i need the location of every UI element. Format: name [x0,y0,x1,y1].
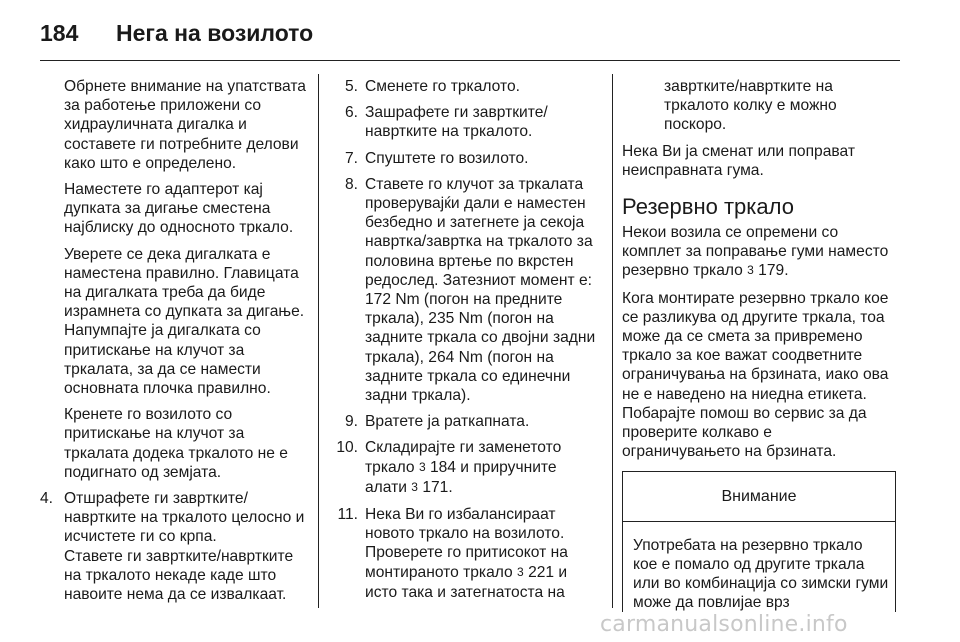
continued-text: завртките/навртките на тркалото колку е можно поскоро. [664,78,837,134]
step-number: 6. [344,104,358,122]
step-number: 5. [344,78,358,95]
step-subtext: Проверете го притисокот на монтираното тркало 3 221 и исто така и затегнатоста на [365,544,568,601]
step-text: Сменете го тркалото. [365,78,520,95]
step-number: 7. [344,149,358,167]
step-text: Ставете го клучот за тркалата проверувајќи дали е наместен безбедно и затегнете ја секоја навртка/завртка на тркалото за половина вртење по вкрстен редослед. Затезниот момент е: 172 Nm (погон на предните тркала), 235 Nm (погон на задните тркала со двојни задни тркала), 264 Nm (погон на задните тркала со единечни задни тркала). [365,175,596,405]
step-11 [331,505,601,602]
step-6 [331,103,601,141]
section-title: Резервно тркало [622,194,794,220]
warning-text: Употребата на резервно тркало кое е помало од другите тркала или во комбинација со зимски гуми може да повлијае врз [633,536,889,612]
step-10 [331,438,601,498]
page-ref-text: 184 и приручните алати [365,458,557,496]
paragraph: Наместете го адаптерот кај дупката за дигање сместена најблиску до односното тркало. [64,181,294,237]
paragraph: Кога монтирате резервно тркало кое се разликува од другите тркала, тоа може да се смета за привремено тркало за кое важат соодветните ограничувања на брзината, иако ова не е наведено на ниедна етикета. Побарајте помош во сервис за да проверите колкаво е ограничувањето на брзината. [622,289,889,461]
paragraph: Уверете се дека дигалката е наместена правилно. Главицата на дигалката треба да биде израмнета со дупката за дигање. Напумпајте ја дигалката со притискање на клучот за тркалата, за да се намести основната плочка правилно. [64,245,305,398]
paragraph: Кренете го возилото со притискање на клучот за тркалата додека тркалото не е подигнато од земјата. [64,406,288,481]
step-subtext: Ставете ги завртките/навртките на тркалото некаде каде што навоите нема да се извалкаат. [64,547,294,604]
paragraph: Нека Ви ја сменат или поправат неисправната гума. [622,142,855,179]
paragraph: Некои возила се опремени со комплет за поправање гуми наместо резервно тркало 3 179. [622,224,889,280]
step-8 [331,175,601,405]
column-2 [331,77,601,609]
step-text: Вратете ја раткапната. [365,413,530,431]
step-5 [331,77,601,96]
page-title: Нега на возилото [116,20,314,46]
page-ref-text: 179. [753,262,789,280]
step-text: Складирајте ги заменетото тркало [365,439,562,476]
step-number: 11. [337,506,358,524]
column-divider-2 [612,74,613,608]
step-number: 8. [344,175,358,193]
page-ref-arrow-icon[interactable]: 3 [517,564,524,579]
step-text: Спуштете го возилото. [365,149,529,167]
column-1 [40,77,308,611]
warning-box [622,471,896,612]
page-ref-text: 171. [417,478,453,496]
page-ref-arrow-icon[interactable]: 3 [418,459,426,474]
column-divider-1 [318,74,319,608]
paragraph: Обрнете внимание на упатствата за работење приложени со хидрауличната дигалка и составете ги потребните делови како што е определено. [64,78,306,172]
step-text: Нека Ви го избалансираат новото тркало на возилото. [365,506,565,543]
step-4 [40,489,308,604]
page-number: 184 [40,20,79,46]
step-7 [331,149,601,168]
warning-title: Внимание [623,472,895,521]
column-3 [622,77,892,612]
step-9 [331,412,601,431]
step-number: 9. [344,413,358,431]
step-number: 4. [40,490,54,508]
page-ref-arrow-icon[interactable]: 3 [747,263,754,278]
step-text: Отшрафете ги завртките/ навртките на тркалото целосно и исчистете ги со крпа. [64,490,305,546]
page-ref-text: 221 и исто така и затегнатоста на [365,563,568,601]
step-number: 10. [336,439,358,457]
header-rule [40,60,900,61]
page-ref-arrow-icon[interactable]: 3 [411,479,418,494]
step-text: Зашрафете ги завртките/ навртките на тркалото. [365,104,548,141]
watermark: carmanualsonline.info [600,612,848,637]
